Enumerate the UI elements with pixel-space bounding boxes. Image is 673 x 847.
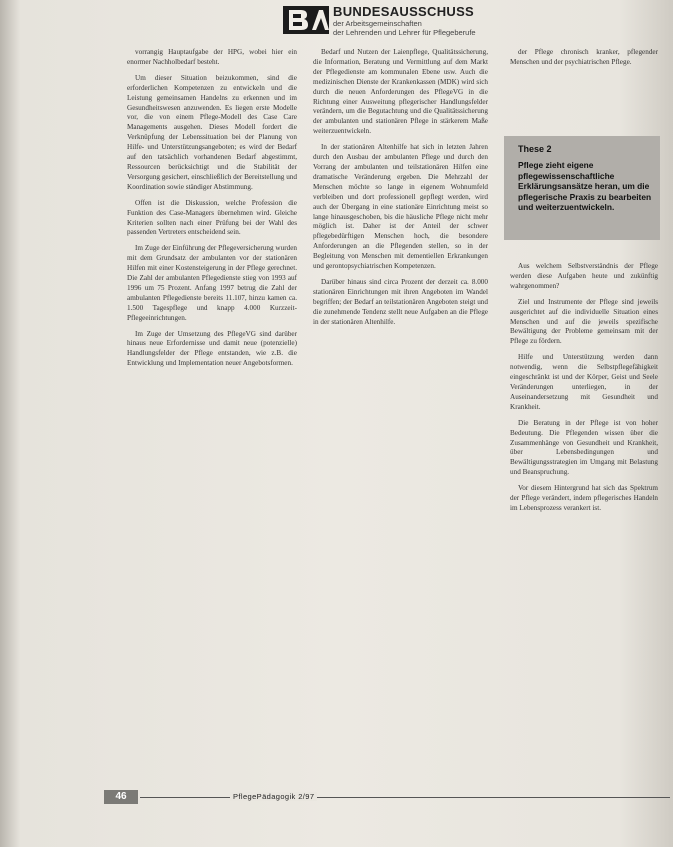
paragraph: Die Beratung in der Pflege ist von hoher Bedeutung. Die Pflegenden wissen über die Zusammenhänge von Gesundheit und Krankheit, über Lebensbedingungen und Bewältigungsstrategien im Umgang mit Belastung und Beanspruchung. — [510, 418, 658, 477]
paragraph: Vor diesem Hintergrund hat sich das Spektrum der Pflege verändert, indem pflegerisches Handeln im Lebensprozess verankert ist. — [510, 484, 658, 512]
paragraph: In der stationären Altenhilfe hat sich in letzten Jahren durch den Ausbau der ambulanten Pflege und durch den Vorrang der ambulanten und teilstationären Hilfen eine dramatische Veränderung ergeben. Die Mehrzahl der Menschen möchte so lange in eigenem Wohnumfeld verbleiben und dort professionell gepflegt werden, wird auch der Übergang in eine stationäre Einrichtung meist so lange hinausgeschoben, bis die häusliche Pflege nicht mehr möglich ist. Daher ist der Anteil der schwer pflegebedürftigen Menschen hoch, die besondere Anforderungen an die Pflegenden stellen, so in der Begleitung von Menschen mit dementiellen Erkrankungen und gerontopsychiatrischen Kompetenzen. — [313, 143, 488, 271]
text-column-1 — [127, 48, 297, 375]
text-column-3 — [510, 262, 658, 520]
paragraph: Aus welchem Selbstverständnis der Pflege werden diese Aufgaben heute und zukünftig wahrgenommen? — [510, 262, 658, 290]
paragraph: Hilfe und Unterstützung werden dann notwendig, wenn die Selbstpflegefähigkeit eingeschränkt ist und der Körper, Geist und Seele Veränderungen unterliegen, in der Auseinandersetzung mit Gesundheit und Krankheit. — [510, 353, 658, 411]
footer-rule — [140, 797, 670, 798]
paragraph: vorrangig Hauptaufgabe der HPG, wobei hier ein enormer Nachholbedarf besteht. — [127, 48, 297, 66]
brand-subtitle-2: der Lehrenden und Lehrer für Pflegeberufe — [333, 28, 476, 37]
journal-name: PflegePädagogik 2/97 — [230, 792, 317, 801]
paragraph: Um dieser Situation beizukommen, sind die erforderlichen Kompetenzen zu entwickeln und die Leistung gemeinsamen Handelns zu erkennen und im Gesundheitswesen anzuwenden. Es liegen erste Modelle vor, die von einem Pflege-Modell des Case Care Managements ausgehen. Dieses Modell fordert die Verknüpfung der Lebenssituation bei der Planung von Hilfe- und Unterstützungsangeboten; es wird der Bedarf auf den tatsächlich vorhandenen Bedarf abgestimmt, Ressourcen berücksichtigt und die Stabilität der Versorgung gesichert, einschließlich der Bereitstellung und Koordination sowie ständiger Abstimmung. — [127, 73, 297, 191]
header-brand — [333, 4, 476, 37]
text-column-3-top — [510, 48, 658, 74]
paragraph: Bedarf und Nutzen der Laienpflege, Qualitätssicherung, die Information, Beratung und Vermittlung auf dem Markt der Pflegedienste am kommunalen Ebene usw. Auch die medizinischen Dienste der Krankenkassen (MDK) wird sich durch die neuen Anforderungen des PflegeVG in die Richtung einer Ausweitung pflegerischer Handlungsfelder verändern, um die Begutachtung und die Qualitätssicherung der ambulanten und stationären Pflege in stärkerem Maße weiterzuentwickeln. — [313, 48, 488, 136]
text-column-2 — [313, 48, 488, 333]
paragraph: Im Zuge der Umsetzung des PflegeVG sind darüber hinaus neue Erfordernisse und damit neue (potenzielle) Handlungsfelder der Pflege entstanden, wie z.B. die Entwicklung und Implementation neuer Angebotsformen. — [127, 329, 297, 368]
paragraph: Ziel und Instrumente der Pflege sind jeweils ausgerichtet auf die individuelle Situation eines Menschen und auf die jeweils spezifische Bewältigung der Probleme gemeinsam mit der Pflege zu fördern. — [510, 297, 658, 346]
ba-logo-icon — [283, 6, 329, 34]
paragraph: der Pflege chronisch kranker, pflegender Menschen und der psychiatrischen Pflege. — [510, 48, 658, 66]
paragraph: Darüber hinaus sind circa Prozent der derzeit ca. 8.000 stationären Einrichtungen mit ihren Angeboten im Wandel begriffen; der Bedarf an teilstationären Angeboten steigt und die zunehmende Tendenz stellt neue Aufgaben an die Pflege in der stationären Altenhilfe. — [313, 277, 488, 326]
brand-name: BUNDESAUSSCHUSS — [333, 4, 475, 19]
thesis-text: Pflege zieht eigene pflegewissenschaftliche Erklärungsansätze heran, um die pflegerische Praxis zu bearbeiten und weiterzuentwickeln. — [518, 160, 652, 213]
page-number: 46 — [104, 790, 138, 804]
thesis-box — [504, 136, 660, 240]
paragraph: Im Zuge der Einführung der Pflegeversicherung wurden mit dem Grundsatz der ambulanten vor der stationären Hilfen mit einer Kostensteigerung in der Pflege gerechnet. Die Zahl der ambulanten Pflegedienste stieg von 1993 auf 1996 um 75 Prozent. Anfang 1997 betrug die Zahl der ambulanten Pflegedienste bereits 11.107, hinzu kamen ca. 1.500 Tagespflege und knapp 4.000 Kurzzeit-Pflegeeinrichtungen. — [127, 244, 297, 322]
paragraph: Offen ist die Diskussion, welche Profession die Funktion des Case-Managers übernehmen wird. Gleiche Kriterien sollten nach einer Prüfung bei der Wahl des passenden Vertreters entscheidend sein. — [127, 198, 297, 237]
thesis-label: These 2 — [518, 144, 552, 154]
brand-subtitle-1: der Arbeitsgemeinschaften — [333, 19, 422, 28]
